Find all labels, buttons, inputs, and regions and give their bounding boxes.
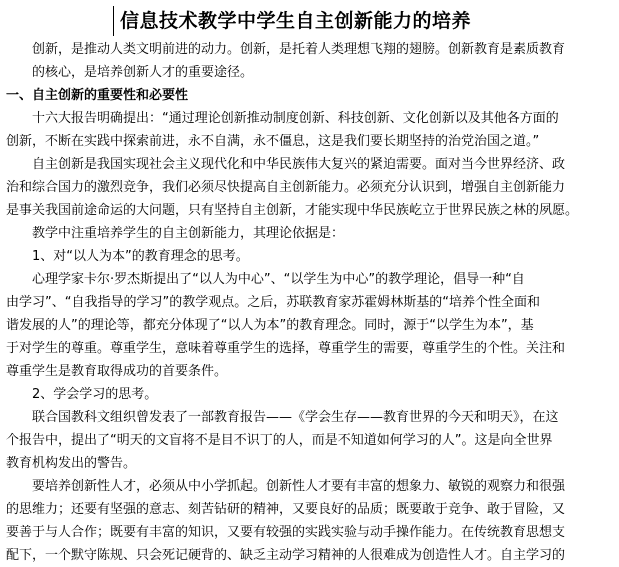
- document-title: 信息技术教学中学生自主创新能力的培养: [120, 10, 472, 32]
- text-line: 的思维力；还要有坚强的意志、刻苦钻研的精神，又要良好的品质；既要敢于竞争、敢于冒险，又: [6, 502, 566, 517]
- text-line: 1、对“以人为本”的教育理念的思考。: [32, 249, 249, 264]
- text-line: 尊重学生是教育取得成功的首要条件。: [6, 364, 228, 379]
- text-line: 2、学会学习的思考。: [32, 387, 158, 402]
- text-line: 个报告中，提出了“明天的文盲将不是目不识丁的人，而是不知道如何学习的人”。这是向全世界: [6, 433, 553, 448]
- section-heading: 一、自主创新的重要性和必要性: [6, 88, 189, 103]
- text-line: 自主创新是我国实现社会主义现代化和中华民族伟大复兴的紧迫需要。面对当今世界经济、政: [32, 157, 566, 172]
- text-line: 联合国教科文组织曾发表了一部教育报告——《学会生存——教育世界的今天和明天》，在这: [32, 410, 559, 425]
- text-line: 教学中注重培养学生的自主创新能力，其理论依据是：: [32, 226, 345, 241]
- text-line: 治和综合国力的激烈竞争，我们必须尽快提高自主创新能力。必须充分认识到，增强自主创新能力: [6, 180, 566, 195]
- text-line: 心理学家卡尔·罗杰斯提出了“以人为中心”、“以学生为中心”的教学理论，倡导一种“自: [32, 272, 525, 287]
- document-body: [6, 38, 614, 567]
- text-line: 创新，是推动人类文明前进的动力。创新，是托着人类理想飞翔的翅膀。创新教育是素质教育: [32, 42, 566, 57]
- text-line: 配下，一个默守陈规、只会死记硬背的、缺乏主动学习精神的人很难成为创造性人才。自主学习的: [6, 548, 566, 563]
- text-line: 创新，不断在实践中探索前进，永不自满，永不僵息，这是我们要长期坚持的治党治国之道。”: [6, 134, 540, 149]
- title-bar: [113, 6, 471, 36]
- text-line: 于对学生的尊重。尊重学生，意味着尊重学生的选择，尊重学生的需要，尊重学生的个性。关注和: [6, 341, 566, 356]
- text-line: 要善于与人合作；既要有丰富的知识，又要有较强的实践实验与动手操作能力。在传统教育思想支: [6, 525, 566, 540]
- text-line: 要培养创新性人才，必须从中小学抓起。创新性人才要有丰富的想象力、敏锐的观察力和很强: [32, 479, 566, 494]
- text-line: 教育机构发出的警告。: [6, 456, 137, 471]
- text-line: 谐发展的人”的理论等，都充分体现了“以人为本”的教育理念。同时，源于“以学生为本”，基: [6, 318, 534, 333]
- text-line: 的核心，是培养创新人才的重要途径。: [32, 65, 254, 80]
- text-line: 由学习”、“自我指导的学习”的教学观点。之后，苏联教育家苏霍姆林斯基的“培养个性全面和: [6, 295, 540, 310]
- text-line: 十六大报告明确提出：“通过理论创新推动制度创新、科技创新、文化创新以及其他各方面的: [32, 111, 559, 126]
- text-line: 是事关我国前途命运的大问题，只有坚持自主创新，才能实现中华民族屹立于世界民族之林的夙愿。: [6, 203, 579, 218]
